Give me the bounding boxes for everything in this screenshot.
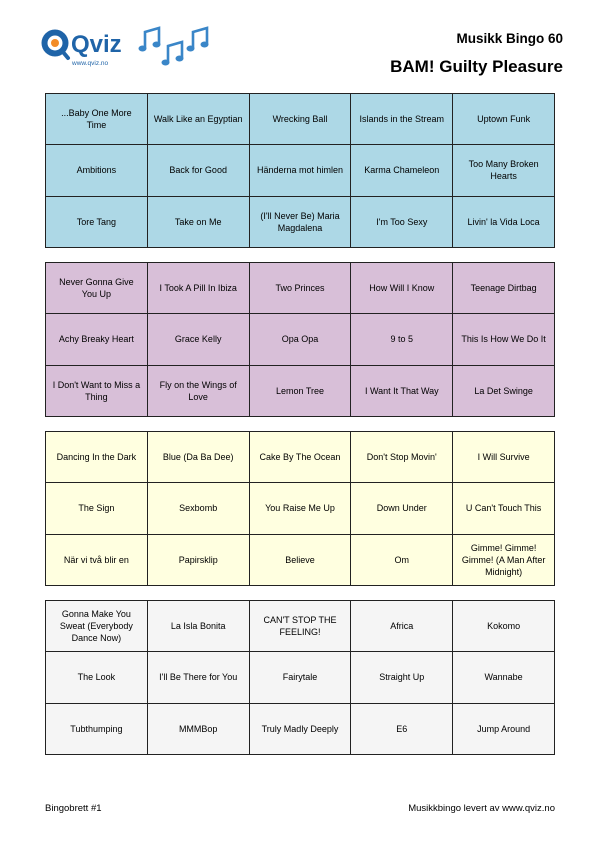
provider-credit: Musikkbingo levert av www.qviz.no xyxy=(408,803,555,814)
bingo-cell: MMMBop xyxy=(148,704,250,755)
logo-url: www.qviz.no xyxy=(72,60,109,67)
bingo-cell: E6 xyxy=(351,704,453,755)
bingo-cell: Dancing In the Dark xyxy=(46,432,148,483)
bingo-cell: I'll Be There for You xyxy=(148,652,250,703)
bingo-cell: Back for Good xyxy=(148,145,250,196)
bingo-cell: Walk Like an Egyptian xyxy=(148,94,250,145)
music-notes-icon xyxy=(138,18,222,70)
bingo-cell: Wannabe xyxy=(453,652,555,703)
board-number: Bingobrett #1 xyxy=(45,803,102,814)
bingo-cell: Achy Breaky Heart xyxy=(46,314,148,365)
bingo-cell: I Took A Pill In Ibiza xyxy=(148,263,250,314)
bingo-cell: Om xyxy=(351,535,453,586)
bingo-cell: The Sign xyxy=(46,483,148,534)
bingo-card-1 xyxy=(45,93,555,248)
bingo-cell: Teenage Dirtbag xyxy=(453,263,555,314)
bingo-cell: U Can't Touch This xyxy=(453,483,555,534)
bingo-subtitle: Musikk Bingo 60 xyxy=(456,31,563,46)
bingo-cell: Jump Around xyxy=(453,704,555,755)
qviz-logo xyxy=(38,22,138,70)
bingo-cell: Never Gonna Give You Up xyxy=(46,263,148,314)
bingo-cell: Africa xyxy=(351,601,453,652)
bingo-cell: The Look xyxy=(46,652,148,703)
bingo-cell: Tore Tang xyxy=(46,197,148,248)
bingo-cell: Cake By The Ocean xyxy=(250,432,352,483)
bingo-title: BAM! Guilty Pleasure xyxy=(390,57,563,76)
bingo-cell: Uptown Funk xyxy=(453,94,555,145)
bingo-cell: ...Baby One More Time xyxy=(46,94,148,145)
bingo-cell: Don't Stop Movin' xyxy=(351,432,453,483)
bingo-cell: Händerna mot himlen xyxy=(250,145,352,196)
logo-text: Qviz xyxy=(71,31,122,58)
bingo-cell: Gimme! Gimme! Gimme! (A Man After Midnight) xyxy=(453,535,555,586)
bingo-cell: Papirsklip xyxy=(148,535,250,586)
bingo-cell: Too Many Broken Hearts xyxy=(453,145,555,196)
bingo-card-3 xyxy=(45,431,555,586)
bingo-cell: I Will Survive xyxy=(453,432,555,483)
bingo-cell: I'm Too Sexy xyxy=(351,197,453,248)
bingo-cell: Fairytale xyxy=(250,652,352,703)
bingo-cell: Straight Up xyxy=(351,652,453,703)
bingo-cell: Tubthumping xyxy=(46,704,148,755)
bingo-cell: Livin' la Vida Loca xyxy=(453,197,555,248)
bingo-cell: Lemon Tree xyxy=(250,366,352,417)
bingo-cell: Two Princes xyxy=(250,263,352,314)
bingo-cell: How Will I Know xyxy=(351,263,453,314)
bingo-card-4 xyxy=(45,600,555,755)
bingo-cell: Gonna Make You Sweat (Everybody Dance Now) xyxy=(46,601,148,652)
bingo-cell: Take on Me xyxy=(148,197,250,248)
bingo-cell: La Det Swinge xyxy=(453,366,555,417)
bingo-cell: Down Under xyxy=(351,483,453,534)
bingo-cell: I Don't Want to Miss a Thing xyxy=(46,366,148,417)
bingo-cell: This Is How We Do It xyxy=(453,314,555,365)
bingo-cell: La Isla Bonita xyxy=(148,601,250,652)
bingo-cell: Kokomo xyxy=(453,601,555,652)
bingo-cell: Fly on the Wings of Love xyxy=(148,366,250,417)
bingo-cell: CAN'T STOP THE FEELING! xyxy=(250,601,352,652)
bingo-cell: Opa Opa xyxy=(250,314,352,365)
bingo-cell: Karma Chameleon xyxy=(351,145,453,196)
bingo-cell: Truly Madly Deeply xyxy=(250,704,352,755)
bingo-cell: 9 to 5 xyxy=(351,314,453,365)
bingo-cell: Islands in the Stream xyxy=(351,94,453,145)
bingo-cell: När vi två blir en xyxy=(46,535,148,586)
bingo-cell: Ambitions xyxy=(46,145,148,196)
bingo-cell: (I'll Never Be) Maria Magdalena xyxy=(250,197,352,248)
bingo-cell: Blue (Da Ba Dee) xyxy=(148,432,250,483)
bingo-cell: You Raise Me Up xyxy=(250,483,352,534)
bingo-cell: I Want It That Way xyxy=(351,366,453,417)
bingo-cell: Wrecking Ball xyxy=(250,94,352,145)
bingo-cell: Grace Kelly xyxy=(148,314,250,365)
bingo-card-2 xyxy=(45,262,555,417)
bingo-cell: Believe xyxy=(250,535,352,586)
bingo-cell: Sexbomb xyxy=(148,483,250,534)
